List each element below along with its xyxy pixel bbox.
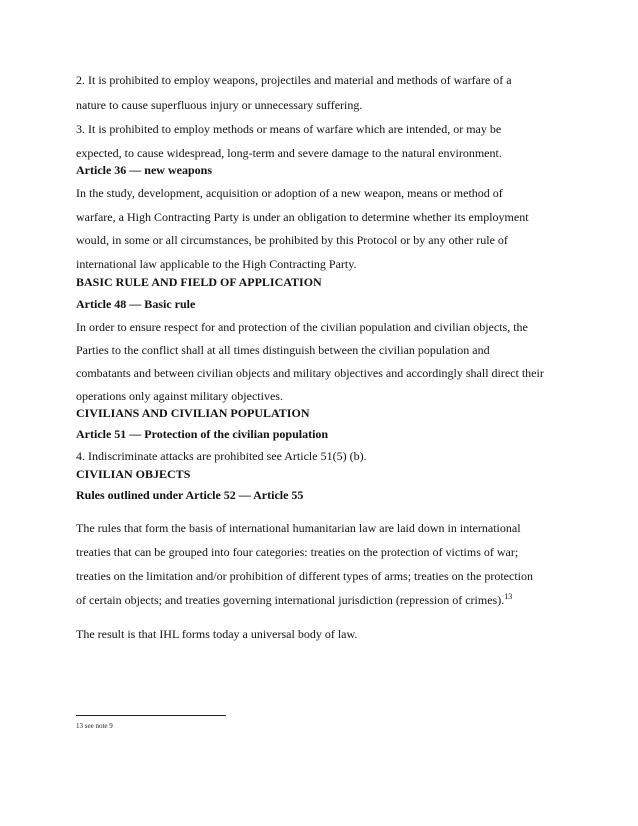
paragraph-line: would, in some or all circumstances, be prohibited by this Protocol or by any other rule of xyxy=(76,233,508,247)
footnote-reference[interactable]: 13 xyxy=(504,592,513,601)
paragraph-line: In order to ensure respect for and protection of the civilian population and civilian objects, the xyxy=(76,320,528,334)
paragraph-line: expected, to cause widespread, long-term and severe damage to the natural environment. xyxy=(76,146,502,160)
section-heading: CIVILIANS AND CIVILIAN POPULATION xyxy=(76,406,310,420)
paragraph-line: The result is that IHL forms today a universal body of law. xyxy=(76,627,358,641)
article-heading: Article 36 — new weapons xyxy=(76,163,212,177)
section-heading: CIVILIAN OBJECTS xyxy=(76,467,191,481)
paragraph-line: treaties on the limitation and/or prohibition of different types of arms; treaties on the protection xyxy=(76,569,533,583)
paragraph-line: 2. It is prohibited to employ weapons, projectiles and material and methods of warfare of a xyxy=(76,73,512,87)
paragraph-line-text: of certain objects; and treaties governing international jurisdiction (repression of crimes). xyxy=(76,593,505,607)
article-heading: Rules outlined under Article 52 — Article 55 xyxy=(76,488,304,502)
paragraph-line xyxy=(76,593,512,607)
paragraph-line: combatants and between civilian objects and military objectives and accordingly shall direct their xyxy=(76,366,544,380)
paragraph-line: nature to cause superfluous injury or unnecessary suffering. xyxy=(76,98,363,112)
paragraph-line: treaties that can be grouped into four categories: treaties on the protection of victims of war; xyxy=(76,545,519,559)
article-heading: Article 51 — Protection of the civilian population xyxy=(76,427,329,441)
paragraph-line: international law applicable to the High Contracting Party. xyxy=(76,257,357,271)
paragraph-line: 3. It is prohibited to employ methods or means of warfare which are intended, or may be xyxy=(76,122,502,136)
article-heading: Article 48 — Basic rule xyxy=(76,297,196,311)
paragraph-line: 4. Indiscriminate attacks are prohibited see Article 51(5) (b). xyxy=(76,449,367,463)
paragraph-line: In the study, development, acquisition or adoption of a new weapon, means or method of xyxy=(76,186,503,200)
paragraph-line: Parties to the conflict shall at all times distinguish between the civilian population and xyxy=(76,343,490,357)
footnote-text: 13 see note 9 xyxy=(76,722,113,730)
footnote-divider xyxy=(76,715,226,716)
paragraph-line: The rules that form the basis of international humanitarian law are laid down in international xyxy=(76,521,521,535)
section-heading: BASIC RULE AND FIELD OF APPLICATION xyxy=(76,275,322,289)
paragraph-line: warfare, a High Contracting Party is under an obligation to determine whether its employment xyxy=(76,210,529,224)
paragraph-line: operations only against military objectives. xyxy=(76,389,283,403)
